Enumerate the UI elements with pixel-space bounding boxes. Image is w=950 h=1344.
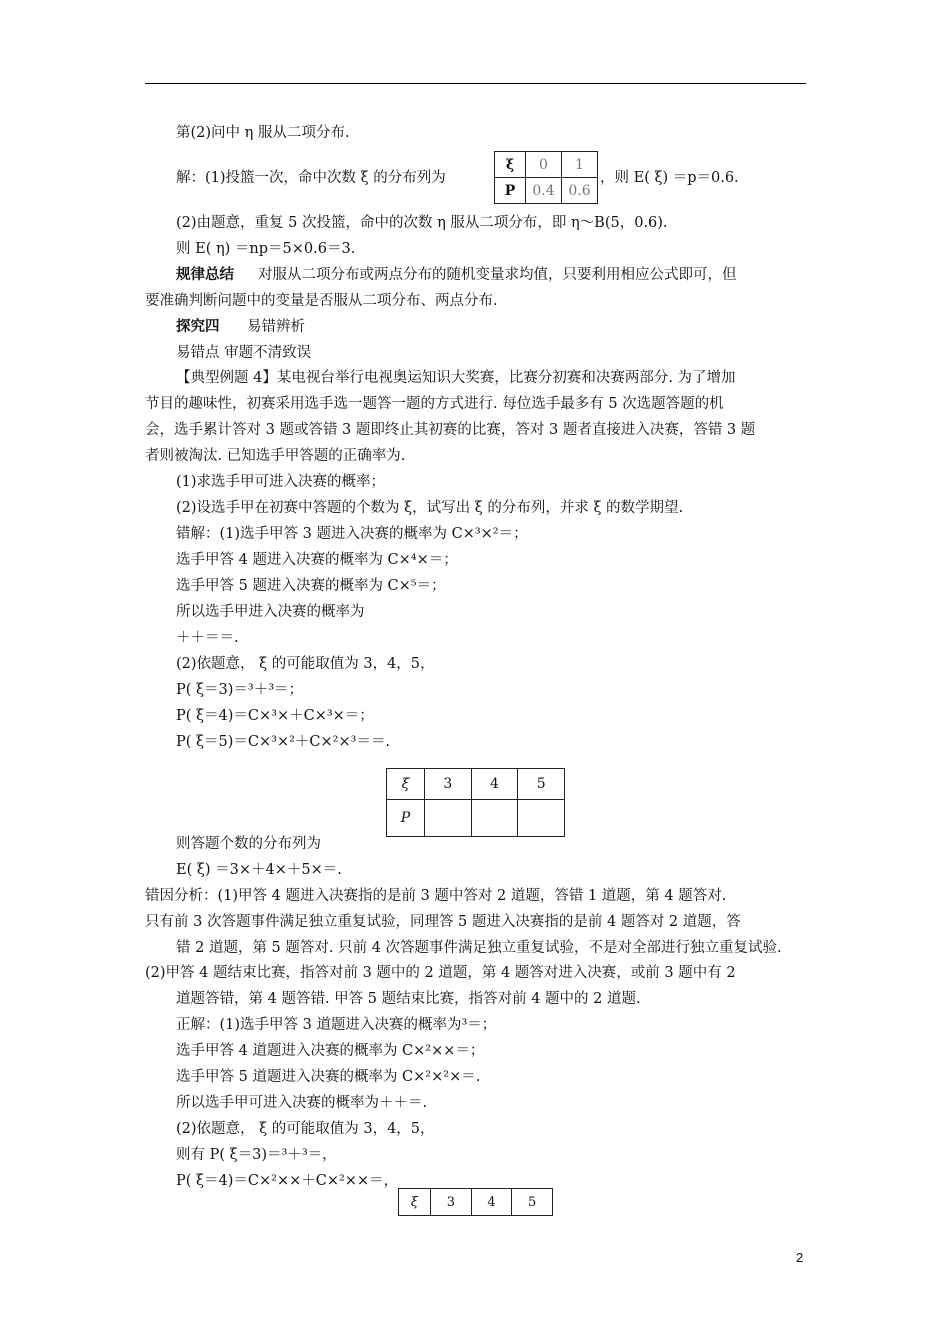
text-line: 所以选手甲可进入决赛的概率为＋＋＝. <box>176 1095 428 1111</box>
table-cell: 1 <box>562 152 598 178</box>
text-line: 【典型例题 4】某电视台举行电视奥运知识大奖赛，比赛分初赛和决赛两部分. 为了增加 <box>176 370 736 386</box>
text-line: 错解：(1)选手甲答 3 题进入决赛的概率为 C×³×²＝； <box>176 526 528 542</box>
text-line: (2)依题意， ξ 的可能取值为 3，4，5， <box>176 656 435 672</box>
text-line: 则答题个数的分布列为 <box>176 836 321 852</box>
text-line: P( ξ＝5)＝C×³×²＋C×²×³＝＝. <box>176 734 391 750</box>
text-line: P( ξ＝3)＝³＋³＝； <box>176 682 304 698</box>
text-line: 只有前 3 次答题事件满足独立重复试验，同理答 5 题进入决赛指的是前 4 题答对 2 道题，答 <box>145 914 741 930</box>
text-line: 解：(1)投篮一次，命中次数 ξ 的分布列为 <box>176 170 446 186</box>
distribution-table-correct <box>398 1188 553 1216</box>
text-line: 选手甲答 5 题进入决赛的概率为 C×⁵＝； <box>176 578 446 594</box>
text-line: 则有 P( ξ＝3)＝³＋³＝， <box>176 1147 337 1163</box>
text-line: 对服从二项分布或两点分布的随机变量求均值，只要利用相应公式即可，但 <box>258 267 737 283</box>
text-line: 所以选手甲进入决赛的概率为 <box>176 604 365 620</box>
text-line: 易错辨析 <box>247 319 305 335</box>
table-cell: 5 <box>512 1189 553 1216</box>
table-cell: P <box>495 178 526 204</box>
table-cell: ξ <box>495 152 526 178</box>
text-line: (2)由题意，重复 5 次投篮，命中的次数 η 服从二项分布，即 η～B(5，0.6). <box>176 215 668 231</box>
text-line: ，则 E( ξ) ＝p＝0.6. <box>600 170 739 186</box>
table-cell <box>425 800 472 837</box>
section-heading: 规律总结 <box>176 266 234 283</box>
table-cell: 4 <box>471 769 518 800</box>
text-line: (2)甲答 4 题结束比赛，指答对前 3 题中的 2 道题，第 4 题答对进入决赛，或前 3 题中有 2 <box>145 965 736 981</box>
text-line: (1)求选手甲可进入决赛的概率； <box>176 474 386 490</box>
table-cell: ξ <box>399 1189 431 1216</box>
text-line: E( ξ) ＝3×＋4×＋5×＝. <box>176 862 342 878</box>
text-line: ＋＋＝＝. <box>176 630 239 646</box>
header-rule <box>145 83 806 84</box>
table-cell: P <box>387 800 425 837</box>
text-line: 易错点 审题不清致误 <box>176 345 312 361</box>
text-line: 选手甲答 4 题进入决赛的概率为 C×⁴×＝； <box>176 552 458 568</box>
table-cell: 4 <box>471 1189 512 1216</box>
text-line: 选手甲答 4 道题进入决赛的概率为 C×²××＝； <box>176 1043 485 1059</box>
section-heading: 探究四 <box>176 318 220 335</box>
text-line: 正解：(1)选手甲答 3 道题进入决赛的概率为³＝； <box>176 1017 497 1033</box>
table-cell: 0.6 <box>562 178 598 204</box>
text-line: (2)依题意， ξ 的可能取值为 3，4，5， <box>176 1121 435 1137</box>
text-line: P( ξ＝4)＝C×²××＋C×²××＝， <box>176 1173 399 1189</box>
text-line: 要准确判断问题中的变量是否服从二项分布、两点分布. <box>145 293 498 309</box>
table-cell: 3 <box>431 1189 472 1216</box>
text-line: P( ξ＝4)＝C×³×＋C×³×＝； <box>176 708 374 724</box>
distribution-table-answers <box>386 768 565 837</box>
text-line: 选手甲答 5 道题进入决赛的概率为 C×²×²×＝. <box>176 1069 481 1085</box>
text-line: 者则被淘汰. 已知选手甲答题的正确率为. <box>145 448 406 464</box>
table-cell: 0 <box>526 152 562 178</box>
text-line: 节目的趣味性，初赛采用选手选一题答一题的方式进行. 每位选手最多有 5 次选题答题的机 <box>145 396 724 412</box>
page-number: 2 <box>796 1250 804 1265</box>
table-cell <box>518 800 565 837</box>
table-cell: 0.4 <box>526 178 562 204</box>
text-line: 错 2 道题，第 5 题答对. 只前 4 次答题事件满足独立重复试验，不是对全部进行独立重复试验. <box>176 940 782 956</box>
table-cell: ξ <box>387 769 425 800</box>
text-line: 错因分析：(1)甲答 4 题进入决赛指的是前 3 题中答对 2 道题，答错 1 道题，第 4 题答对. <box>145 888 727 904</box>
table-cell: 3 <box>425 769 472 800</box>
text-line: (2)设选手甲在初赛中答题的个数为 ξ，试写出 ξ 的分布列，并求 ξ 的数学期望. <box>176 500 684 516</box>
text-line: 道题答错，第 4 题答错. 甲答 5 题结束比赛，指答对前 4 题中的 2 道题. <box>176 991 641 1007</box>
text-line: 第(2)问中 η 服从二项分布. <box>176 125 350 141</box>
text-line: 会，选手累计答对 3 题或答错 3 题即终止其初赛的比赛，答对 3 题者直接进入决赛，答错 3 题 <box>145 422 756 438</box>
distribution-table-xi <box>494 151 598 204</box>
table-cell <box>471 800 518 837</box>
table-cell: 5 <box>518 769 565 800</box>
text-line: 则 E( η) ＝np＝5×0.6＝3. <box>176 241 356 257</box>
